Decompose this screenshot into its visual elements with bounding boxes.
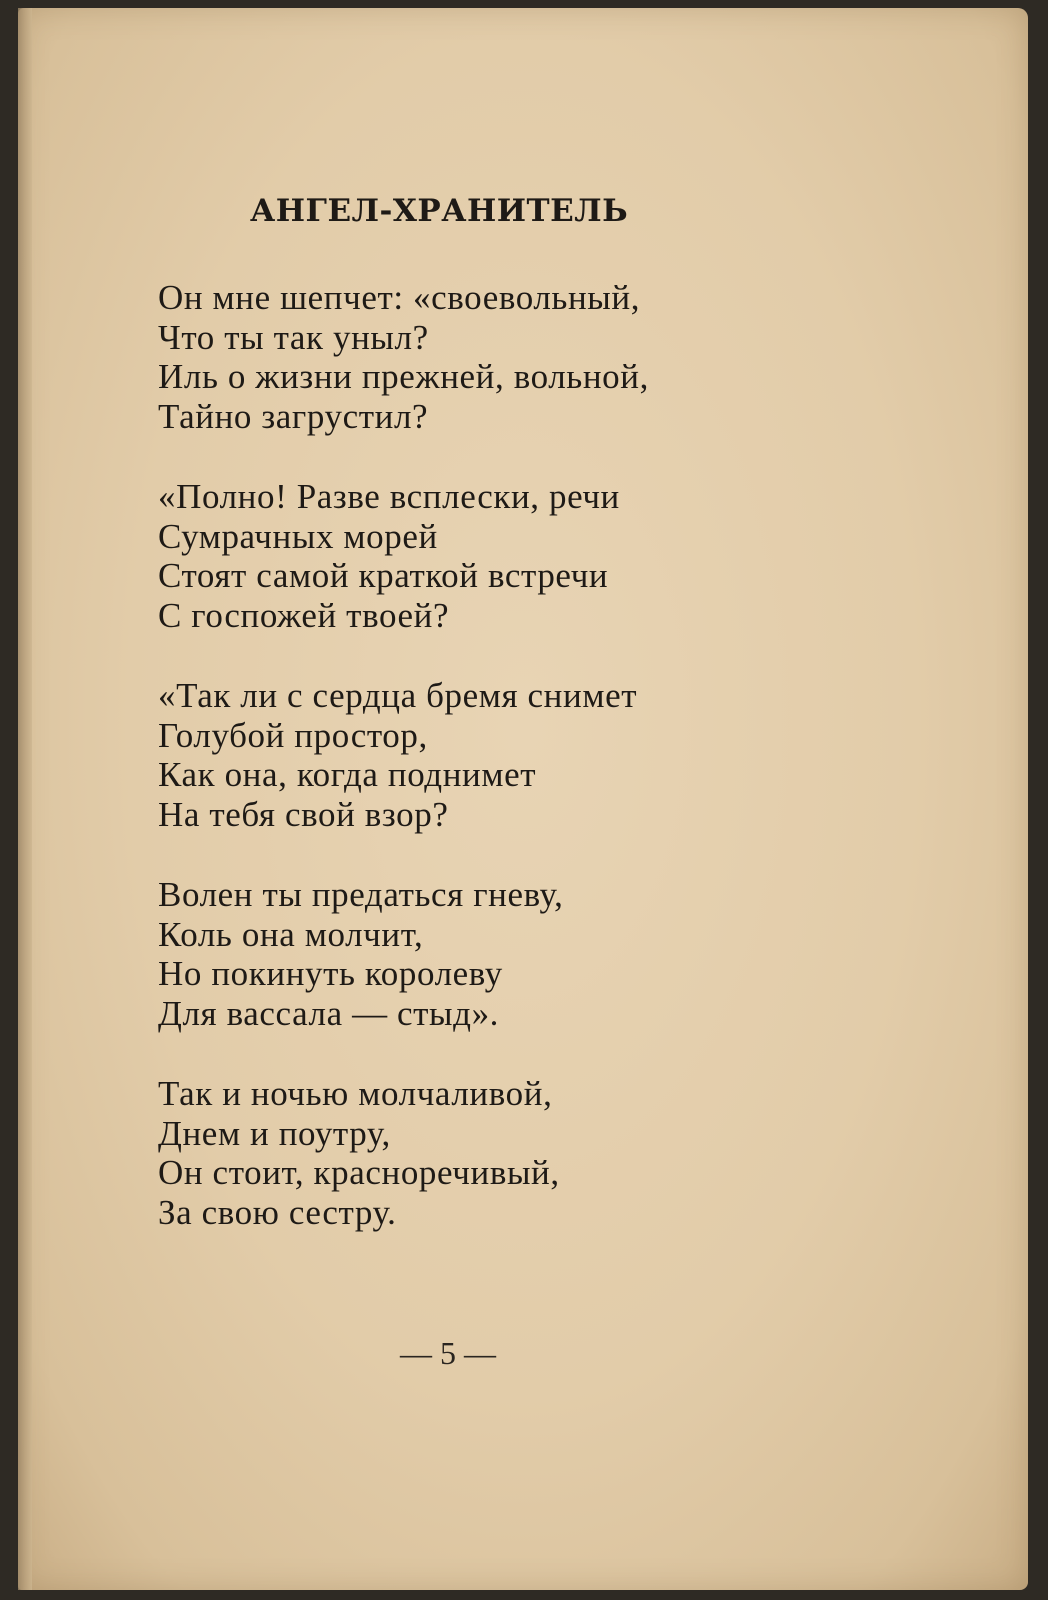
poem-body: [158, 278, 649, 1273]
poem-line: Сумрачных морей: [158, 516, 438, 556]
poem-line: Волен ты предаться гневу,: [158, 875, 564, 914]
poem-line: Так и ночью молчаливой,: [158, 1074, 553, 1113]
poem-line: Иль о жизни прежней, вольной,: [158, 357, 649, 396]
stanza-4: [158, 875, 649, 1033]
poem-line: Что ты так уныл?: [158, 317, 429, 357]
poem-line: «Так ли с сердца бремя снимет: [158, 676, 638, 715]
poem-line: Коль она молчит,: [158, 914, 424, 954]
page-spine-edge: [18, 8, 32, 1590]
poem-line: Для вассала — стыд».: [158, 993, 500, 1033]
poem-line: Стоят самой краткой встречи: [158, 556, 609, 595]
poem-line: За свою сестру.: [158, 1192, 397, 1232]
poem-line: Но покинуть королеву: [158, 954, 503, 993]
poem-line: Он мне шепчет: «своевольный,: [158, 278, 641, 317]
stanza-5: [158, 1074, 649, 1232]
poem-line: «Полно! Разве всплески, речи: [158, 477, 620, 516]
page-number: — 5 —: [400, 1335, 496, 1371]
stanza-3: [158, 676, 649, 834]
poem-line: Днем и поутру,: [158, 1113, 391, 1153]
poem-line: Как она, когда поднимет: [158, 755, 537, 794]
poem-line: Он стоит, красноречивый,: [158, 1153, 560, 1192]
poem-line: Тайно загрустил?: [158, 396, 429, 436]
poem-line: На тебя свой взор?: [158, 794, 449, 834]
poem-line: С госпожей твоей?: [158, 595, 450, 635]
stanza-1: [158, 278, 649, 436]
paper-page: [18, 8, 1028, 1590]
poem-line: Голубой простор,: [158, 715, 428, 755]
stanza-2: [158, 477, 649, 635]
poem-title: АНГЕЛ-ХРАНИТЕЛЬ: [250, 193, 629, 229]
